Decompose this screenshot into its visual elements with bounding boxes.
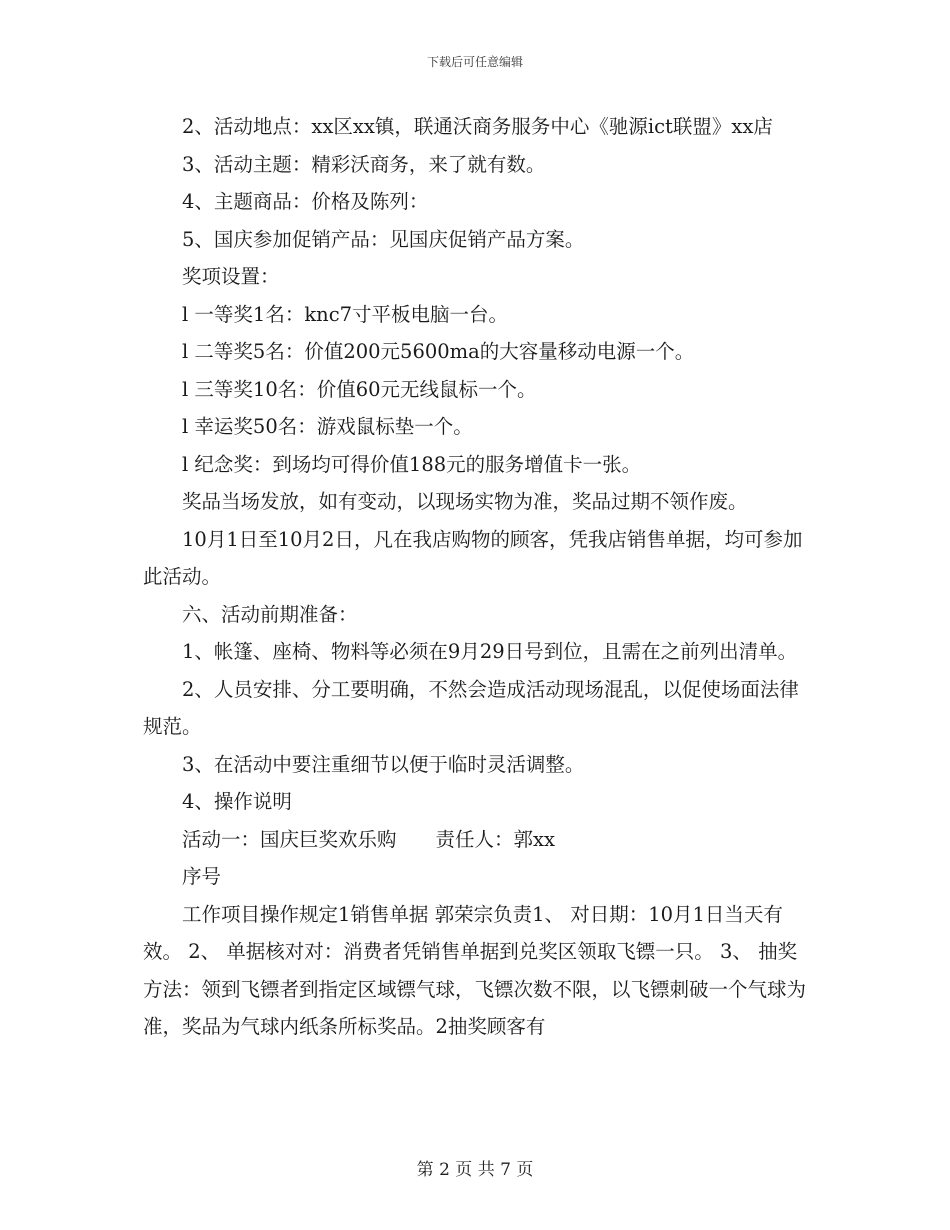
paragraph-promo-products: 5、国庆参加促销产品：见国庆促销产品方案。 <box>182 227 585 251</box>
paragraph-section-six: 六、活动前期准备： <box>182 602 358 626</box>
paragraph-lucky-prize: l 幸运奖50名：游戏鼠标垫一个。 <box>182 415 473 438</box>
paragraph-serial-number: 序号 <box>182 865 222 888</box>
paragraph-prep-1: 1、帐篷、座椅、物料等必须在9月29日号到位，且需在之前列出清单。 <box>182 640 798 663</box>
paragraph-theme-products: 4、主题商品：价格及陈列： <box>182 190 429 213</box>
paragraph-souvenir-prize: l 纪念奖：到场均可得价值188元的服务增值卡一张。 <box>182 452 642 476</box>
paragraph-eligibility: 10月1日至10月2日，凡在我店购物的顾客，凭我店销售单据，均可参加此活动。 <box>143 527 803 588</box>
paragraph-prep-3: 3、在活动中要注重细节以便于临时灵活调整。 <box>182 752 585 776</box>
paragraph-first-prize: l 一等奖1名：knc7寸平板电脑一台。 <box>182 302 509 326</box>
page-header: 下载后可任意编辑 <box>426 55 523 69</box>
document-body <box>143 108 811 1046</box>
paragraph-activity-theme: 3、活动主题：精彩沃商务，来了就有数。 <box>182 152 546 176</box>
page-footer: 第 2 页 共 7 页 <box>416 1160 534 1180</box>
paragraph-activity-location: 2、活动地点：xx区xx镇，联通沃商务服务中心《驰源ict联盟》xx店 <box>182 115 773 138</box>
paragraph-prep-2: 2、人员安排、分工要明确，不然会造成活动现场混乱，以促使场面法律规范。 <box>143 677 799 738</box>
paragraph-second-prize: l 二等奖5名：价值200元5600ma的大容量移动电源一个。 <box>182 340 695 363</box>
paragraph-activity-one: 活动一：国庆巨奖欢乐购 责任人：郭xx <box>182 827 555 851</box>
paragraph-third-prize: l 三等奖10名：价值60元无线鼠标一个。 <box>182 377 537 401</box>
paragraph-prize-settings: 奖项设置： <box>182 265 280 288</box>
paragraph-prize-notice: 奖品当场发放，如有变动，以现场实物为准，奖品过期不领作废。 <box>182 490 748 513</box>
paragraph-prep-4: 4、操作说明 <box>182 790 292 813</box>
paragraph-work-items: 工作项目操作规定1销售单据 郭荣宗负责1、 对日期：10月1日当天有效。 2、 单据核对对：消费者凭销售单据到兑奖区领取飞镖一只。 3、 抽奖方法：领到飞镖者到指定区域镖气球，飞镖次数不限，以飞镖刺破一个气球为准，奖品为气球内纸条所标奖品。2抽奖顾客有 <box>143 902 807 1038</box>
